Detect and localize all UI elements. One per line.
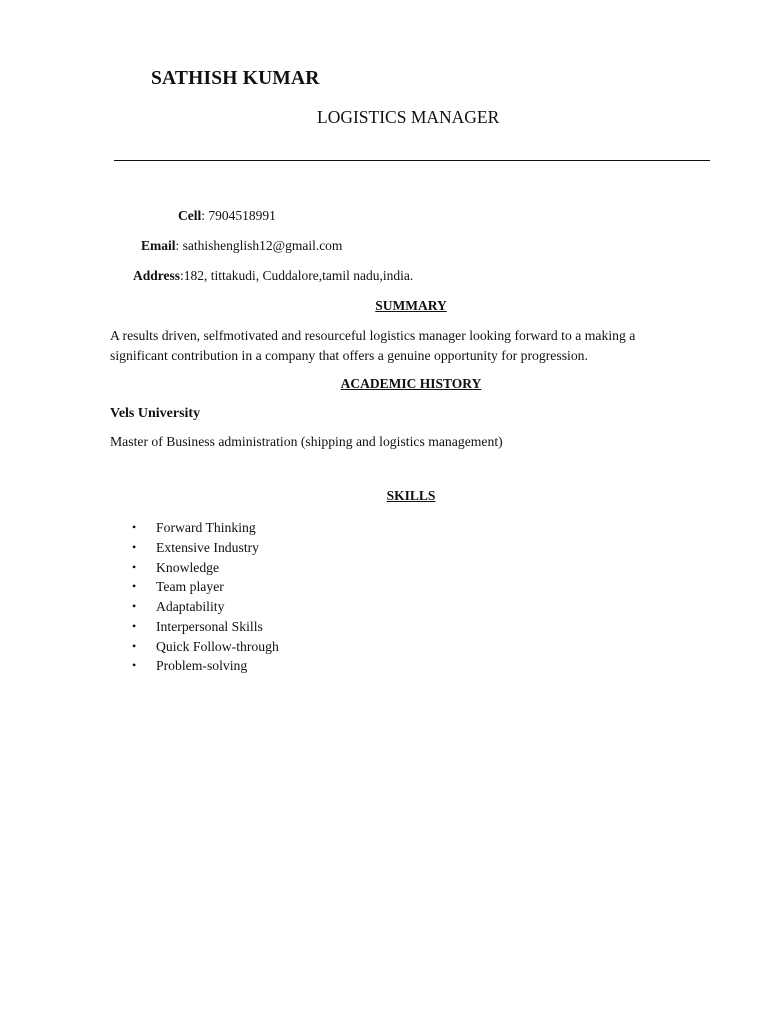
email-value: : sathishenglish12@gmail.com — [175, 238, 343, 253]
skill-label: Team player — [156, 579, 224, 595]
skill-label: Problem-solving — [156, 658, 248, 674]
cell-label: Cell — [178, 208, 202, 223]
academic-heading: ACADEMIC HISTORY — [340, 376, 482, 391]
bullet-icon: • — [132, 658, 137, 673]
header-divider — [114, 160, 710, 161]
skill-label: Adaptability — [156, 599, 225, 614]
bullet-icon: • — [132, 638, 137, 653]
candidate-name: SATHISH KUMAR — [151, 68, 320, 89]
skill-label: Knowledge — [156, 559, 220, 575]
bullet-icon: • — [132, 599, 137, 613]
contact-cell — [178, 208, 276, 224]
skills-heading: SKILLS — [386, 488, 436, 503]
cell-value: : 7904518991 — [201, 208, 276, 223]
contact-email — [141, 238, 342, 254]
bullet-icon: • — [132, 520, 137, 534]
degree-text: Master of Business administration (shipping and logistics management) — [110, 434, 503, 449]
contact-address — [133, 268, 413, 284]
summary-heading: SUMMARY — [375, 298, 447, 313]
email-label: Email — [141, 238, 176, 253]
bullet-icon: • — [132, 618, 137, 633]
institution-name: Vels University — [110, 406, 201, 421]
bullet-icon: • — [132, 559, 137, 574]
bullet-icon: • — [132, 579, 137, 594]
skill-label: Interpersonal Skills — [156, 618, 263, 634]
bullet-icon: • — [132, 539, 137, 554]
address-label: Address — [133, 268, 181, 283]
skill-label: Forward Thinking — [156, 520, 256, 535]
skill-label: Quick Follow-through — [156, 638, 279, 654]
summary-text: A results driven, selfmotivated and resourceful logistics manager looking forward to a making a significant contribution in a company that offers a genuine opportunity for progression. — [110, 328, 636, 363]
job-title: LOGISTICS MANAGER — [317, 107, 500, 127]
skill-label: Extensive Industry — [156, 539, 260, 555]
address-value: :182, tittakudi, Cuddalore,tamil nadu,india. — [180, 268, 414, 283]
